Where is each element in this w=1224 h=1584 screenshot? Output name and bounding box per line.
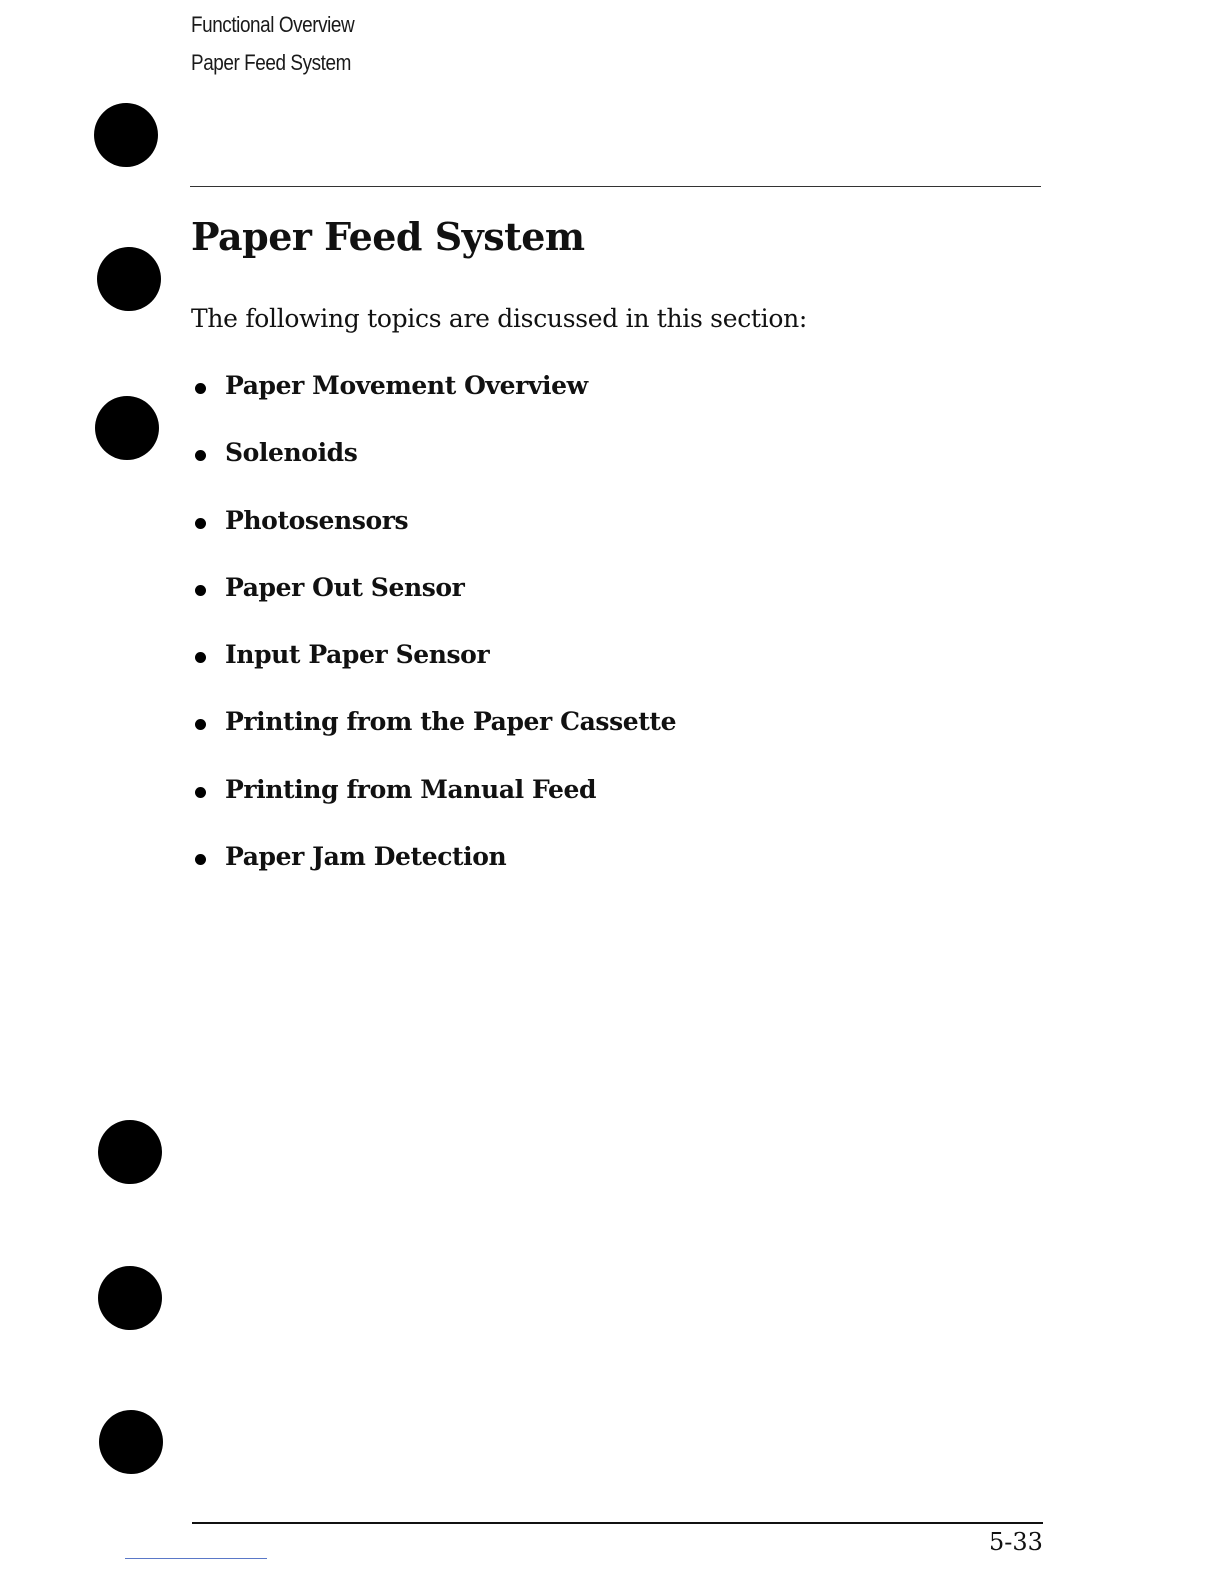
topic-label: Input Paper Sensor xyxy=(225,640,490,670)
topic-label: Solenoids xyxy=(225,438,358,468)
bullet-icon xyxy=(195,854,206,865)
bullet-icon xyxy=(195,652,206,663)
scan-mark xyxy=(125,1558,267,1559)
section-title: Paper Feed System xyxy=(191,214,585,259)
topic-label: Photosensors xyxy=(225,505,409,535)
bottom-divider xyxy=(192,1522,1043,1524)
binder-hole-1 xyxy=(94,103,158,167)
topic-item xyxy=(191,707,676,774)
intro-text: The following topics are discussed in this section: xyxy=(191,304,808,333)
topic-item xyxy=(191,775,676,842)
topic-item xyxy=(191,438,676,505)
topic-item xyxy=(191,506,676,573)
running-head-chapter: Functional Overview xyxy=(191,12,355,37)
topic-label: Printing from Manual Feed xyxy=(225,774,597,804)
bullet-icon xyxy=(195,787,206,798)
binder-hole-3 xyxy=(95,396,159,460)
topic-label: Printing from the Paper Cassette xyxy=(225,707,677,737)
binder-hole-2 xyxy=(97,247,161,311)
topic-label: Paper Jam Detection xyxy=(225,842,507,872)
topic-item xyxy=(191,573,676,640)
bullet-icon xyxy=(195,450,206,461)
bullet-icon xyxy=(195,518,206,529)
page-number: 5-33 xyxy=(989,1528,1043,1556)
binder-hole-5 xyxy=(98,1266,162,1330)
running-head-section: Paper Feed System xyxy=(191,50,351,75)
topic-label: Paper Out Sensor xyxy=(225,572,465,602)
topic-label: Paper Movement Overview xyxy=(225,371,588,400)
bullet-icon xyxy=(195,383,206,394)
topic-item xyxy=(191,842,676,909)
bullet-icon xyxy=(195,585,206,596)
topic-item xyxy=(191,371,676,438)
topic-list xyxy=(191,371,676,909)
binder-hole-4 xyxy=(98,1120,162,1184)
bullet-icon xyxy=(195,719,206,730)
top-divider xyxy=(190,186,1041,187)
topic-item xyxy=(191,640,676,707)
binder-hole-6 xyxy=(99,1410,163,1474)
